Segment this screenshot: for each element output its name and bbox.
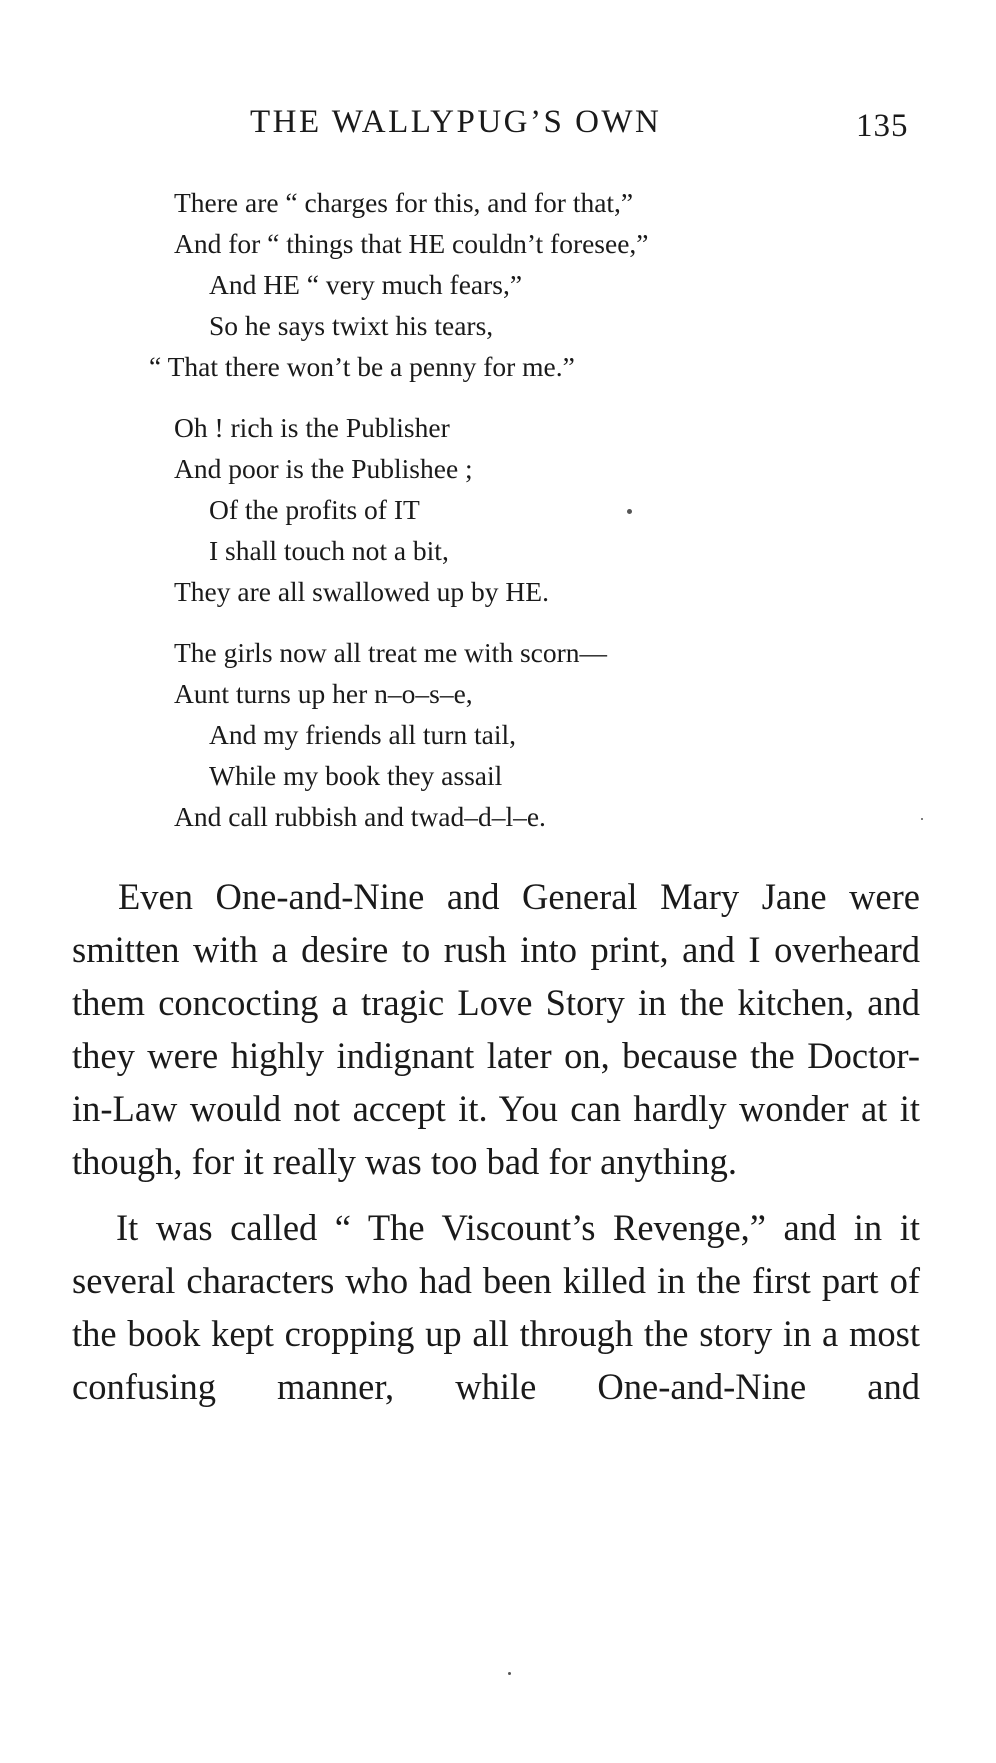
poem-line: And HE “ very much fears,” [209, 269, 523, 300]
poem-line: The girls now all treat me with scorn— [174, 637, 608, 668]
print-speck [921, 818, 923, 820]
poem-line: While my book they assail [209, 760, 503, 791]
poem-line: “ That there won’t be a penny for me.” [149, 351, 575, 382]
poem-stanza [0, 182, 996, 387]
poem-line: Of the profits of IT [209, 494, 420, 525]
poem-stanza [0, 407, 996, 612]
page-number: 135 [856, 108, 909, 144]
poem [0, 182, 996, 857]
poem-line: They are all swallowed up by HE. [174, 576, 549, 607]
paragraph: It was called “ The Viscount’s Revenge,” and in it several characters who had been killed in the first part of the book kept cropping up all through the story in a most confusing manner, while One-and-Nine and [72, 1207, 920, 1407]
running-header [0, 92, 996, 142]
poem-stanza [0, 632, 996, 837]
poem-line: Aunt turns up her n–o–s–e, [174, 678, 473, 709]
poem-line: I shall touch not a bit, [209, 535, 449, 566]
poem-line: And call rubbish and twad–d–l–e. [174, 801, 546, 832]
poem-line: And my friends all turn tail, [209, 719, 517, 750]
print-speck [508, 1672, 511, 1675]
poem-line: There are “ charges for this, and for that,” [174, 187, 634, 218]
print-speck [627, 509, 632, 514]
prose-body [72, 870, 920, 1426]
running-title: THE WALLYPUG’S OWN [250, 104, 662, 140]
poem-line: And for “ things that HE couldn’t foresee,” [174, 228, 649, 259]
poem-line: So he says twixt his tears, [209, 310, 494, 341]
poem-line: Oh ! rich is the Publisher [174, 412, 450, 443]
paragraph: Even One-and-Nine and General Mary Jane were smitten with a desire to rush into print, and I overheard them concocting a tragic Love Story in the kitchen, and they were highly indignant later on, because the Doctor-in-Law would not accept it. You can hardly wonder at it though, for it really was too bad for anything. [72, 876, 920, 1182]
poem-line: And poor is the Publishee ; [174, 453, 473, 484]
